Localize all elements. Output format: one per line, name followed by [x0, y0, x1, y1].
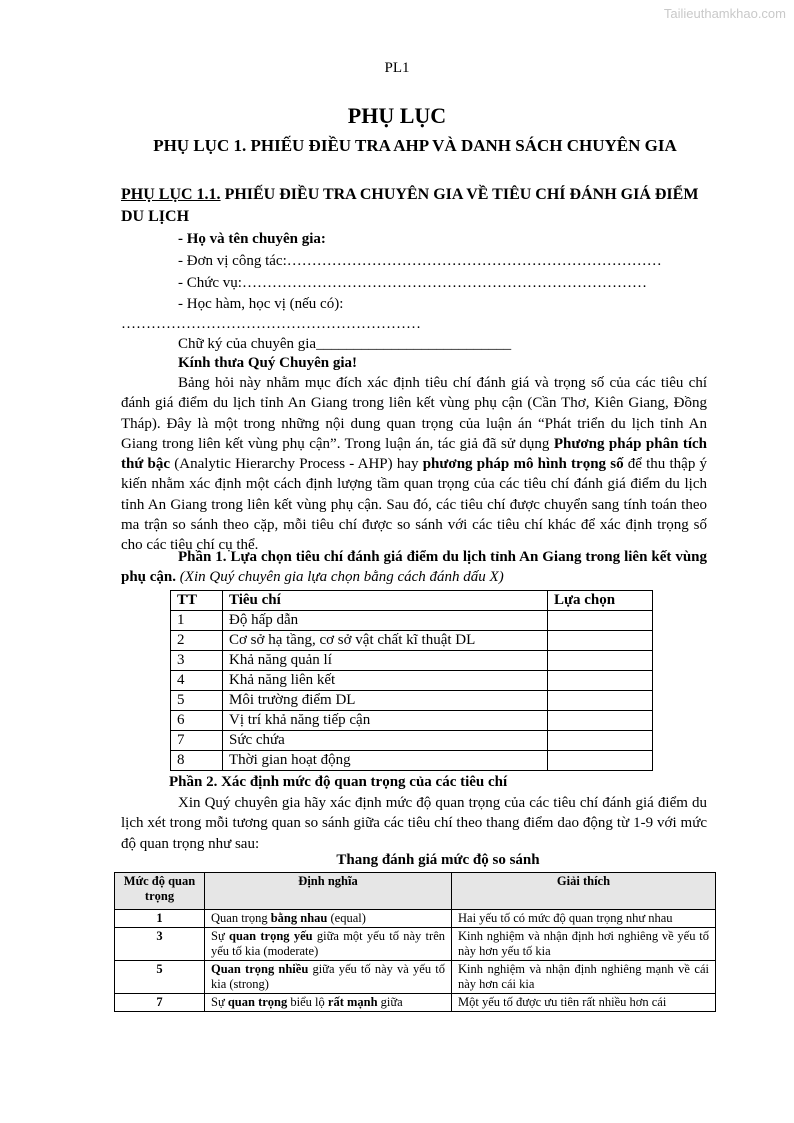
table-row: 4 Khả năng liên kết — [171, 671, 653, 691]
table-row: 8 Thời gian hoạt động — [171, 751, 653, 771]
part2-intro: Xin Quý chuyên gia hãy xác định mức độ quan trọng của các tiêu chí đánh giá điểm du lịch xét trong mỗi tương quan so sánh giữa các tiêu chí theo thang điểm dao động từ 1-9 với mức độ quan trọng như sau: — [121, 795, 707, 852]
table-row: 6 Vị trí khả năng tiếp cận — [171, 711, 653, 731]
form-name-field: - Họ và tên chuyên gia: — [178, 231, 326, 247]
selection-cell[interactable] — [548, 731, 653, 751]
table-row: 3 Sự quan trọng yếu giữa một yếu tố này trên yếu tố kia (moderate) Kinh nghiệm và nhận định hơi nghiêng về yếu tố này hơn yếu tố kia — [115, 928, 716, 961]
criteria-table-header: TT Tiêu chí Lựa chọn — [171, 591, 653, 611]
watermark: Tailieuthamkhao.com — [663, 6, 786, 21]
section-heading — [121, 184, 711, 228]
table-row: 7 Sức chứa — [171, 731, 653, 751]
form-unit-field: - Đơn vị công tác:………………………………………………………………… — [178, 253, 662, 269]
table-row: 3 Khả năng quản lí — [171, 651, 653, 671]
selection-cell[interactable] — [548, 631, 653, 651]
selection-cell[interactable] — [548, 691, 653, 711]
intro-paragraph: Bảng hỏi này nhằm mục đích xác định tiêu chí đánh giá và trọng số của các tiêu chí đánh giá điểm du lịch tỉnh An Giang trong liên kết vùng phụ cận (Cần Thơ, Kiên Giang, Đồng Tháp). Đây là một trong những nội dung quan trọng của luận án “Phát triển du lịch tỉnh An Giang trong liên kết vùng phụ cận”. Trong luận án, tác giả đã sử dụng Phương pháp phân tích thứ bậc (Analytic Hierarchy Process - AHP) hay phương pháp mô hình trọng số để thu thập ý kiến nhằm xác định một cách định lượng tầm quan trọng của các tiêu chí đánh giá điểm du lịch tỉnh An Giang trong liên kết vùng phụ cận. Sau đó, các tiêu chí được chuyển sang tính toán theo ma trận so sánh theo cặp, mỗi tiêu chí được so sánh với các tiêu chí khác để xác định trọng số cho các tiêu chí cụ thể. — [121, 375, 708, 554]
scale-table-title: Thang đánh giá mức độ so sánh — [336, 852, 540, 868]
selection-cell[interactable] — [548, 671, 653, 691]
form-degree-field: - Học hàm, học vị (nếu có): — [178, 296, 344, 312]
selection-cell[interactable] — [548, 651, 653, 671]
table-row: 2 Cơ sở hạ tầng, cơ sở vật chất kĩ thuật DL — [171, 631, 653, 651]
greeting: Kính thưa Quý Chuyên gia! — [178, 355, 358, 371]
form-dots-line: …………………………………………………… — [121, 316, 421, 332]
section-number: PHỤ LỤC 1.1. — [121, 186, 221, 203]
table-row: 5 Môi trường điểm DL — [171, 691, 653, 711]
appendix-subtitle: PHỤ LỤC 1. PHIẾU ĐIỀU TRA AHP VÀ DANH SÁCH CHUYÊN GIA — [153, 136, 677, 155]
selection-cell[interactable] — [548, 611, 653, 631]
table-row: 7 Sự quan trọng biểu lộ rất mạnh giữa Một yếu tố được ưu tiên rất nhiều hơn cái — [115, 994, 716, 1012]
section-title: PHIẾU ĐIỀU TRA CHUYÊN GIA VỀ TIÊU CHÍ ĐÁNH GIÁ ĐIỂM DU LỊCH — [121, 186, 699, 225]
table-row: 1 Quan trọng bằng nhau (equal) Hai yếu tố có mức độ quan trọng như nhau — [115, 910, 716, 928]
form-position-field: - Chức vụ:……………………………………………………………………… — [178, 275, 647, 291]
criteria-table — [170, 590, 653, 771]
table-row: 1 Độ hấp dẫn — [171, 611, 653, 631]
part1-note: (Xin Quý chuyên gia lựa chọn bằng cách đánh dấu X) — [176, 569, 504, 586]
signature-line: Chữ ký của chuyên gia__________________________ — [178, 336, 512, 352]
selection-cell[interactable] — [548, 751, 653, 771]
part1-heading: Phần 1. Lựa chọn tiêu chí đánh giá điểm du lịch tỉnh An Giang trong liên kết vùng phụ cận. (Xin Quý chuyên gia lựa chọn bằng cách đánh dấu X) — [121, 549, 707, 586]
page-number: PL1 — [384, 60, 410, 76]
part2-heading: Phần 2. Xác định mức độ quan trọng của các tiêu chí — [169, 774, 508, 790]
scale-table — [114, 872, 716, 1012]
table-row: 5 Quan trọng nhiều giữa yếu tố này và yếu tố kia (strong) Kinh nghiệm và nhận định nghiêng mạnh về cái này hơn cái kia — [115, 961, 716, 994]
page-title: PHỤ LỤC — [347, 103, 447, 128]
scale-table-header: Mức độ quan trọng Định nghĩa Giải thích — [115, 873, 716, 910]
selection-cell[interactable] — [548, 711, 653, 731]
